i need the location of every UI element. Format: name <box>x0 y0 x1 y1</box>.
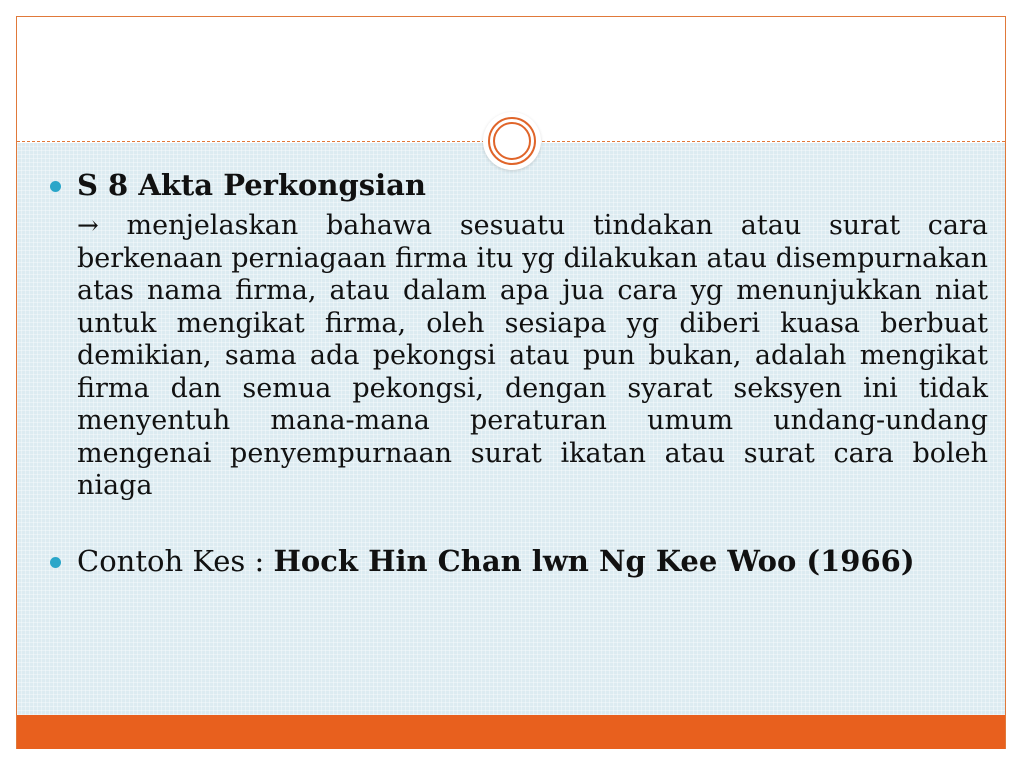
bullet-list <box>48 166 988 580</box>
case-name: Hock Hin Chan lwn Ng Kee Woo (1966) <box>273 543 915 578</box>
bullet-item-case <box>48 542 988 580</box>
circle-ornament-icon <box>483 112 541 170</box>
footer-bar <box>17 715 1005 749</box>
section-heading: S 8 Akta Perkongsian <box>77 168 426 202</box>
bullet-item-section <box>48 166 988 503</box>
case-label: Contoh Kes : <box>77 543 274 578</box>
section-description-text: menjelaskan bahawa sesuatu tindakan atau surat cara berkenaan perniagaan firma itu yg dilakukan atau disempurnakan atas nama firma, atau dalam apa jua cara yg menunjukkan niat untuk mengikat firma, oleh sesiapa yg diberi kuasa berbuat demikian, sama ada pekongsi atau pun bukan, adalah mengikat firma dan semua pekongsi, dengan syarat seksyen ini tidak menyentuh mana-mana peraturan umum undang-undang mengenai penyempurnaan surat ikatan atau surat cara boleh niaga <box>77 210 988 501</box>
arrow-right-icon: → <box>77 211 99 241</box>
section-description <box>77 210 988 503</box>
